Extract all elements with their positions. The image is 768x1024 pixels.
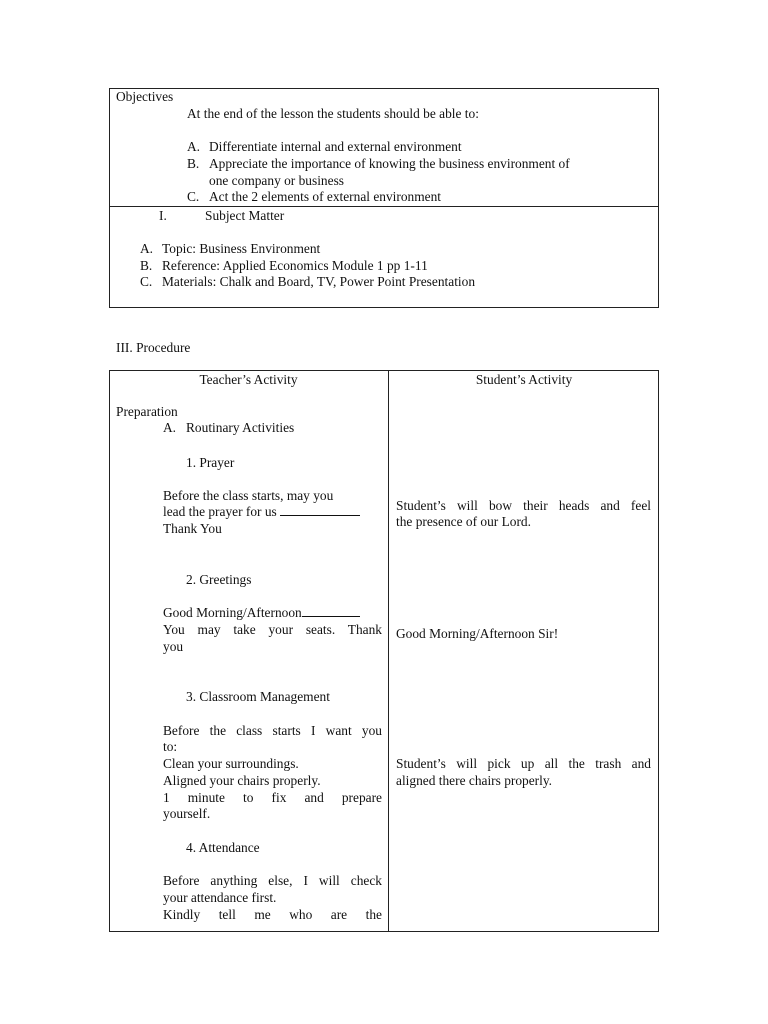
classroom-line-1: Before the class starts I want you [163, 723, 382, 738]
attendance-line-1: Before anything else, I will check [163, 873, 382, 888]
greetings-student-line: Good Morning/Afternoon Sir! [396, 626, 559, 641]
prayer-student-line-1: Student’s will bow their heads and feel [396, 498, 651, 513]
routinary-marker: A. [163, 420, 177, 435]
prayer-line-1: Before the class starts, may you [163, 488, 334, 503]
subject-marker-c: C. [140, 274, 153, 289]
prayer-student-line-2: the presence of our Lord. [396, 514, 531, 529]
greetings-line-1 [163, 604, 360, 621]
objective-marker-a: A. [187, 139, 201, 154]
prayer-blank-line [280, 504, 360, 516]
subject-marker-a: A. [140, 241, 154, 256]
subject-matter-title: Subject Matter [205, 208, 285, 223]
greetings-blank-line [302, 605, 360, 617]
classroom-line-5: 1 minute to fix and prepare [163, 790, 382, 805]
prayer-line-2 [163, 503, 360, 520]
objective-c: Act the 2 elements of external environment [209, 189, 442, 204]
classroom-line-2: to: [163, 739, 178, 754]
teacher-activity-header: Teacher’s Activity [199, 372, 298, 387]
attendance-line-3: Kindly tell me who are the [163, 907, 382, 922]
objective-a: Differentiate internal and external environment [209, 139, 462, 154]
classroom-student-line-2: aligned there chairs properly. [396, 773, 553, 788]
greetings-line-2: You may take your seats. Thank [163, 622, 382, 637]
subject-matter-numeral: I. [159, 208, 167, 223]
objective-marker-c: C. [187, 189, 200, 204]
objectives-title: Objectives [116, 89, 174, 104]
objective-b-cont: one company or business [209, 173, 344, 188]
procedure-heading: III. Procedure [116, 340, 191, 355]
subject-topic: Topic: Business Environment [162, 241, 321, 256]
attendance-line-2: your attendance first. [163, 890, 277, 905]
greetings-line-1-text: Good Morning/Afternoon [163, 605, 302, 620]
subject-marker-b: B. [140, 258, 153, 273]
classroom-line-3: Clean your surroundings. [163, 756, 299, 771]
routinary-activities: Routinary Activities [186, 420, 295, 435]
objectives-divider [109, 206, 659, 207]
attendance-title: 4. Attendance [186, 840, 260, 855]
objectives-intro: At the end of the lesson the students should be able to: [187, 106, 479, 121]
subject-reference: Reference: Applied Economics Module 1 pp 1-11 [162, 258, 428, 273]
prayer-line-3: Thank You [163, 521, 222, 536]
prayer-title: 1. Prayer [186, 455, 235, 470]
prayer-line-2-text: lead the prayer for us [163, 504, 277, 519]
objective-b: Appreciate the importance of knowing the business environment of [209, 156, 570, 171]
classroom-title: 3. Classroom Management [186, 689, 330, 704]
preparation-label: Preparation [116, 404, 178, 419]
classroom-line-4: Aligned your chairs properly. [163, 773, 321, 788]
student-activity-header: Student’s Activity [475, 372, 573, 387]
procedure-column-divider [388, 370, 389, 932]
classroom-student-line-1: Student’s will pick up all the trash and [396, 756, 651, 771]
objective-marker-b: B. [187, 156, 200, 171]
subject-materials: Materials: Chalk and Board, TV, Power Point Presentation [162, 274, 476, 289]
classroom-line-6: yourself. [163, 806, 211, 821]
greetings-line-3: you [163, 639, 184, 654]
greetings-title: 2. Greetings [186, 572, 252, 587]
